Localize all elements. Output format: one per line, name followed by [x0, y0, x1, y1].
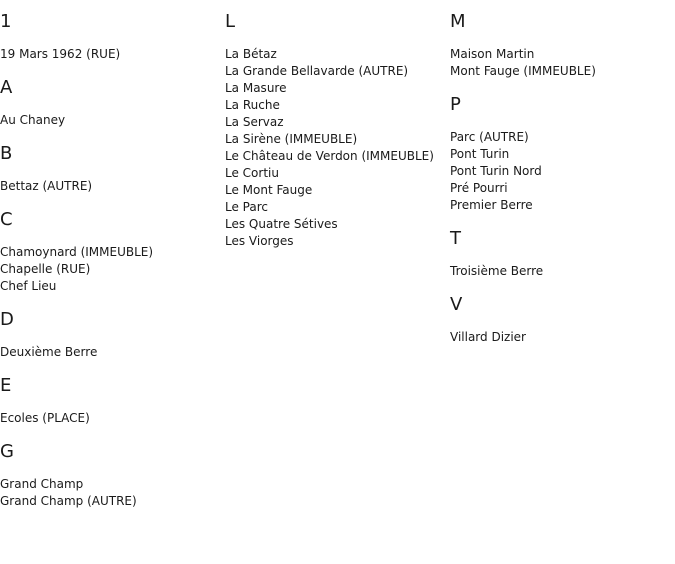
street-entry[interactable]: Les Viorges	[225, 234, 294, 248]
index-column-1	[0, 12, 225, 525]
letter-group-m	[450, 12, 675, 80]
index-column-3	[450, 12, 675, 361]
street-entry[interactable]: Grand Champ	[0, 477, 84, 491]
street-entry[interactable]: Grand Champ (AUTRE)	[0, 494, 137, 508]
group-letter-heading: P	[450, 94, 461, 115]
entry-list	[450, 129, 675, 214]
entry-list	[225, 46, 450, 250]
street-entry[interactable]: Deuxième Berre	[0, 345, 98, 359]
group-letter-heading: C	[0, 209, 13, 230]
entry-list	[0, 476, 225, 510]
street-entry[interactable]: Pré Pourri	[450, 181, 508, 195]
street-entry[interactable]: Premier Berre	[450, 198, 533, 212]
street-entry[interactable]: Les Quatre Sétives	[225, 217, 338, 231]
group-letter-heading: M	[450, 11, 466, 32]
street-entry[interactable]: Au Chaney	[0, 113, 66, 127]
entry-list	[0, 46, 225, 63]
street-entry[interactable]: La Ruche	[225, 98, 280, 112]
street-entry[interactable]: Pont Turin Nord	[450, 164, 542, 178]
street-entry[interactable]: Parc (AUTRE)	[450, 130, 529, 144]
street-entry[interactable]: Villard Dizier	[450, 330, 526, 344]
letter-group-a	[0, 78, 225, 129]
street-entry[interactable]: Bettaz (AUTRE)	[0, 179, 93, 193]
entry-list	[450, 329, 675, 346]
street-entry[interactable]: La Masure	[225, 81, 287, 95]
group-letter-heading: V	[450, 294, 463, 315]
index-column-2	[225, 12, 450, 265]
entry-list	[0, 410, 225, 427]
street-entry[interactable]: Troisième Berre	[450, 264, 544, 278]
group-letter-heading: G	[0, 441, 14, 462]
entry-list	[450, 263, 675, 280]
letter-group-e	[0, 376, 225, 427]
street-entry[interactable]: La Bétaz	[225, 47, 277, 61]
group-letter-heading: L	[225, 11, 236, 32]
letter-group-b	[0, 144, 225, 195]
street-entry[interactable]: Le Château de Verdon (IMMEUBLE)	[225, 149, 434, 163]
letter-group-l	[225, 12, 450, 250]
entry-list	[0, 244, 225, 295]
street-entry[interactable]: La Grande Bellavarde (AUTRE)	[225, 64, 409, 78]
entry-list	[0, 112, 225, 129]
group-letter-heading: T	[450, 228, 461, 249]
letter-group-v	[450, 295, 675, 346]
group-letter-heading: B	[0, 143, 13, 164]
group-letter-heading: A	[0, 77, 13, 98]
letter-group-d	[0, 310, 225, 361]
group-letter-heading: D	[0, 309, 14, 330]
street-entry[interactable]: Le Parc	[225, 200, 268, 214]
entry-list	[450, 46, 675, 80]
group-letter-heading: E	[0, 375, 12, 396]
street-entry[interactable]: Chamoynard (IMMEUBLE)	[0, 245, 154, 259]
letter-group-t	[450, 229, 675, 280]
street-entry[interactable]: Mont Fauge (IMMEUBLE)	[450, 64, 596, 78]
group-letter-heading: 1	[0, 11, 12, 32]
street-entry[interactable]: Le Cortiu	[225, 166, 279, 180]
street-entry[interactable]: La Sirène (IMMEUBLE)	[225, 132, 358, 146]
street-entry[interactable]: Ecoles (PLACE)	[0, 411, 90, 425]
entry-list	[0, 178, 225, 195]
letter-group-p	[450, 95, 675, 214]
street-entry[interactable]: Chapelle (RUE)	[0, 262, 91, 276]
street-entry[interactable]: Maison Martin	[450, 47, 535, 61]
street-entry[interactable]: La Servaz	[225, 115, 284, 129]
entry-list	[0, 344, 225, 361]
street-entry[interactable]: Le Mont Fauge	[225, 183, 313, 197]
letter-group-c	[0, 210, 225, 295]
street-entry[interactable]: Chef Lieu	[0, 279, 57, 293]
letter-group-1	[0, 12, 225, 63]
letter-group-g	[0, 442, 225, 510]
street-entry[interactable]: 19 Mars 1962 (RUE)	[0, 47, 121, 61]
street-entry[interactable]: Pont Turin	[450, 147, 510, 161]
